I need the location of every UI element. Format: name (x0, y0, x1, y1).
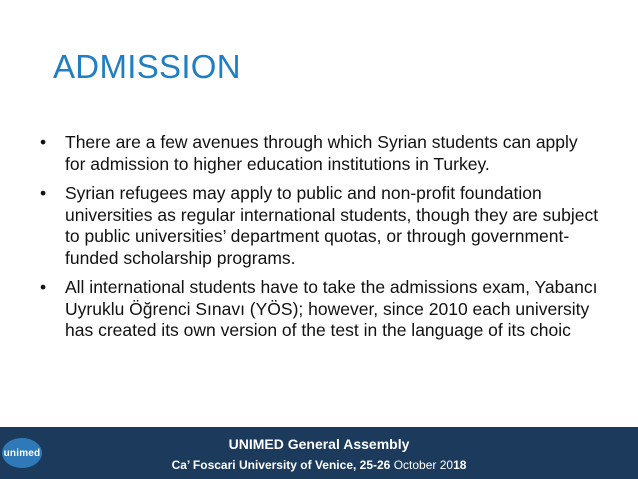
bullet-text: There are a few avenues through which Syrian students can apply for admission to higher education institutions in Turkey. (65, 132, 578, 174)
bullet-text: Syrian refugees may apply to public and non-profit foundation universities as regular international students, though they are subject to public universities’ department quotas, or through government-funded scholarship programs. (65, 183, 599, 268)
logo-text: unimed (3, 447, 41, 459)
footer-bar (0, 427, 638, 479)
bullet-item (40, 277, 600, 342)
slide-title: ADMISSION (53, 48, 241, 85)
bullet-marker-icon: • (40, 132, 47, 152)
footer-date: October 20 (390, 458, 454, 472)
bullet-item (40, 132, 600, 175)
footer-venue: Ca’ Foscari University of Venice, 25-26 (171, 458, 391, 472)
footer-event-name: UNIMED General Assembly (228, 436, 410, 452)
bullet-item (40, 183, 600, 269)
footer-event-details (0, 458, 638, 472)
footer-year-suffix: 18 (453, 458, 467, 472)
bullet-text: All international students have to take the admissions exam, Yabancı Uyruklu Öğrenci Sınavı (YÖS); however, since 2010 each university has created its own version of the test in the language of its choic (65, 277, 598, 340)
bullet-marker-icon: • (40, 183, 47, 203)
bullet-list (40, 132, 600, 350)
bullet-marker-icon: • (40, 277, 47, 297)
